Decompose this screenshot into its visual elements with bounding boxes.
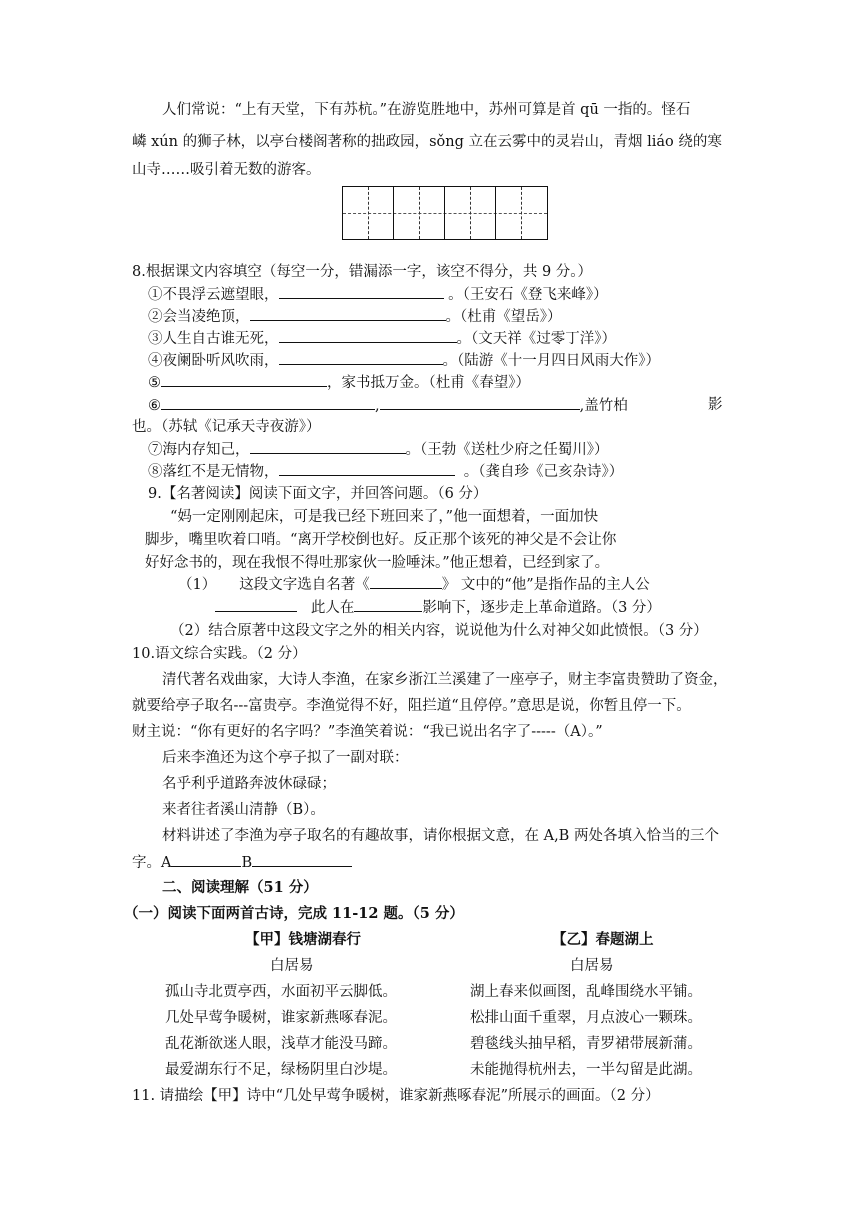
q10-p1-line2: 就要给亭子取名---富贵亭。李渔觉得不好，阻拦道“且停停。”意思是说，你暂且停一下。 [132, 698, 691, 714]
q8-item-8-source: 。（龚自珍《己亥杂诗》） [463, 464, 624, 480]
q8-item-8-prefix: ⑧落红不是无情物， [148, 464, 279, 480]
q8-item-4-source: 。（陆游《十一月四日风雨大作》） [442, 353, 660, 369]
poem-left-title: 【甲】钱塘湖春行 [245, 931, 361, 948]
q8-item-1-prefix: ①不畏浮云遮望眼， [148, 287, 279, 303]
q10-p1-line3: 财主说：“你有更好的名字吗？”李渔笑着说：“我已说出名字了-----（A）。” [132, 724, 603, 740]
q10-title: 10.语文综合实践。（2 分） [132, 646, 307, 662]
q8-item-6-cont: 也。（苏轼《记承天寺夜游》） [132, 419, 321, 435]
q8-item-5-prefix: ⑤ [148, 375, 161, 391]
poem-right-line: 湖上春来似画图，乱峰围绕水平铺。 [470, 984, 702, 1000]
intro-line-3: 山寺……吸引着无数的游客。 [132, 162, 321, 178]
answer-blank[interactable] [250, 439, 406, 454]
answer-blank-b[interactable] [252, 852, 352, 867]
q8-item-6 [148, 395, 628, 416]
answer-blank[interactable] [279, 350, 443, 365]
intro-line-1: 人们常说：“上有天堂，下有苏杭。”在游览胜地中，苏州可算是首 qū 一指的。怪石 [162, 102, 691, 118]
q9-sub1-text-4: 影响下，逐步走上革命道路。（3 分） [422, 600, 661, 616]
answer-blank[interactable] [161, 372, 327, 387]
intro-line-2: 嶙 xún 的狮子林，以亭台楼阁著称的拙政园，sǒng 立在云雾中的灵岩山，青烟 liáo 绕的寒 [132, 134, 722, 150]
q10-p4 [132, 852, 352, 873]
poem-left-line: 最爱湖东行不足，绿杨阴里白沙堤。 [165, 1062, 397, 1078]
q8-title: 8.根据课文内容填空（每空一分，错漏添一字，该空不得分，共 9 分。） [132, 264, 593, 280]
answer-blank[interactable] [250, 306, 446, 321]
poem-right-line: 碧毯线头抽早稻，青罗裙带展新蒲。 [470, 1036, 702, 1052]
poem-left-line: 乱花渐欲迷人眼，浅草才能没马蹄。 [165, 1036, 397, 1052]
q10-label-b: B [241, 855, 253, 871]
q8-item-2-source: 。（杜甫《望岳》） [445, 309, 562, 325]
q8-item-1 [148, 284, 608, 305]
poem-right-line: 松排山面千重翠，月点波心一颗珠。 [470, 1010, 702, 1026]
poem-left-line: 孤山寺北贾亭西，水面初平云脚低。 [165, 984, 397, 1000]
q9-title: 9.【名著阅读】阅读下面文字，并回答问题。（6 分） [148, 486, 488, 502]
q8-item-3-source: 。（文天祥《过零丁洋》） [456, 331, 616, 347]
q8-item-7-prefix: ⑦海内存知己， [148, 442, 250, 458]
q8-item-3-prefix: ③人生自古谁无死， [148, 331, 279, 347]
q10-p1-line1: 清代著名戏曲家，大诗人李渔，在家乡浙江兰溪建了一座亭子，财主李富贵赞助了资金， [162, 672, 728, 688]
q8-item-5-source: ，家书抵万金。（杜甫《春望》） [327, 375, 530, 391]
q9-sub1-line2 [215, 597, 661, 618]
q9-passage-1: “妈一定刚刚起床，可是我已经下班回来了，”他一面想着，一面加快 [170, 509, 599, 525]
q8-item-5 [148, 372, 530, 393]
q9-sub1-text-2: 》 文中的“他”是指作品的主人公 [441, 577, 650, 593]
q10-p2: 后来李渔还为这个亭子拟了一副对联： [162, 750, 409, 766]
q9-sub2: （2）结合原著中这段文字之外的相关内容，说说他为什么对神父如此愤恨。（3 分） [170, 623, 708, 639]
q10-couplet-1: 名乎利乎道路奔波休碌碌； [162, 776, 336, 792]
q8-item-6-source: ,盖竹柏 [579, 398, 628, 414]
book-title-blank[interactable] [370, 574, 442, 589]
q10-p3: 材料讲述了李渔为亭子取名的有趣故事，请你根据文意，在 A,B 两处各填入恰当的三个 [162, 828, 719, 844]
q10-couplet-2: 来者往者溪山清静（B）。 [162, 802, 325, 818]
q8-item-4-prefix: ④夜阑卧听风吹雨， [148, 353, 279, 369]
answer-blank[interactable] [161, 395, 375, 410]
answer-blank[interactable] [279, 328, 457, 343]
q8-item-3 [148, 328, 616, 349]
q11-text: 11. 请描绘【甲】诗中“几处早莺争暖树，谁家新燕啄春泥”所展示的画面。（2 分） [132, 1088, 660, 1104]
q8-item-2-prefix: ②会当凌绝顶， [148, 309, 250, 325]
q9-sub1-num: （1） [178, 577, 217, 593]
q8-item-4 [148, 350, 660, 371]
poem-right-title: 【乙】春题湖上 [552, 931, 654, 948]
comma: , [375, 398, 380, 414]
poem-left-line: 几处早莺争暖树，谁家新燕啄春泥。 [165, 1010, 397, 1026]
q9-sub1-text: 这段文字选自名著《 [239, 577, 370, 593]
q9-sub1-text-3: 此人在 [310, 600, 355, 616]
poem-right-author: 白居易 [570, 958, 614, 974]
section2-subtitle: （一）阅读下面两首古诗，完成 11-12 题。（5 分） [124, 905, 464, 922]
section2-title: 二、阅读理解（51 分） [162, 879, 318, 896]
q8-item-1-source: 。（王安石《登飞来峰》） [448, 287, 608, 303]
q8-item-8 [148, 461, 623, 482]
answer-blank[interactable] [279, 461, 455, 476]
q8-item-6-end: 影 [708, 397, 723, 413]
q8-item-2 [148, 306, 562, 327]
writing-grid[interactable] [342, 186, 548, 240]
answer-blank[interactable] [279, 284, 444, 299]
q8-item-6-prefix: ⑥ [148, 398, 161, 414]
q10-label-a: 字。A [132, 855, 172, 871]
q8-item-7 [148, 439, 609, 460]
answer-blank-a[interactable] [171, 852, 241, 867]
poem-left-author: 白居易 [270, 958, 314, 974]
protagonist-blank[interactable] [215, 597, 297, 612]
q8-item-7-source: 。（王勃《送杜少府之任蜀川》） [405, 442, 609, 458]
poem-right-line: 未能抛得杭州去，一半勾留是此湖。 [470, 1062, 702, 1078]
q9-sub1-line1 [178, 574, 650, 595]
q9-passage-3: 好好念书的，现在我恨不得吐那家伙一脸唾沫。”他正想着，已经到家了。 [145, 555, 610, 571]
answer-blank[interactable] [380, 395, 580, 410]
influence-blank[interactable] [354, 597, 422, 612]
q9-passage-2: 脚步，嘴里吹着口哨。“离开学校倒也好。反正那个该死的神父是不会让你 [145, 532, 617, 548]
